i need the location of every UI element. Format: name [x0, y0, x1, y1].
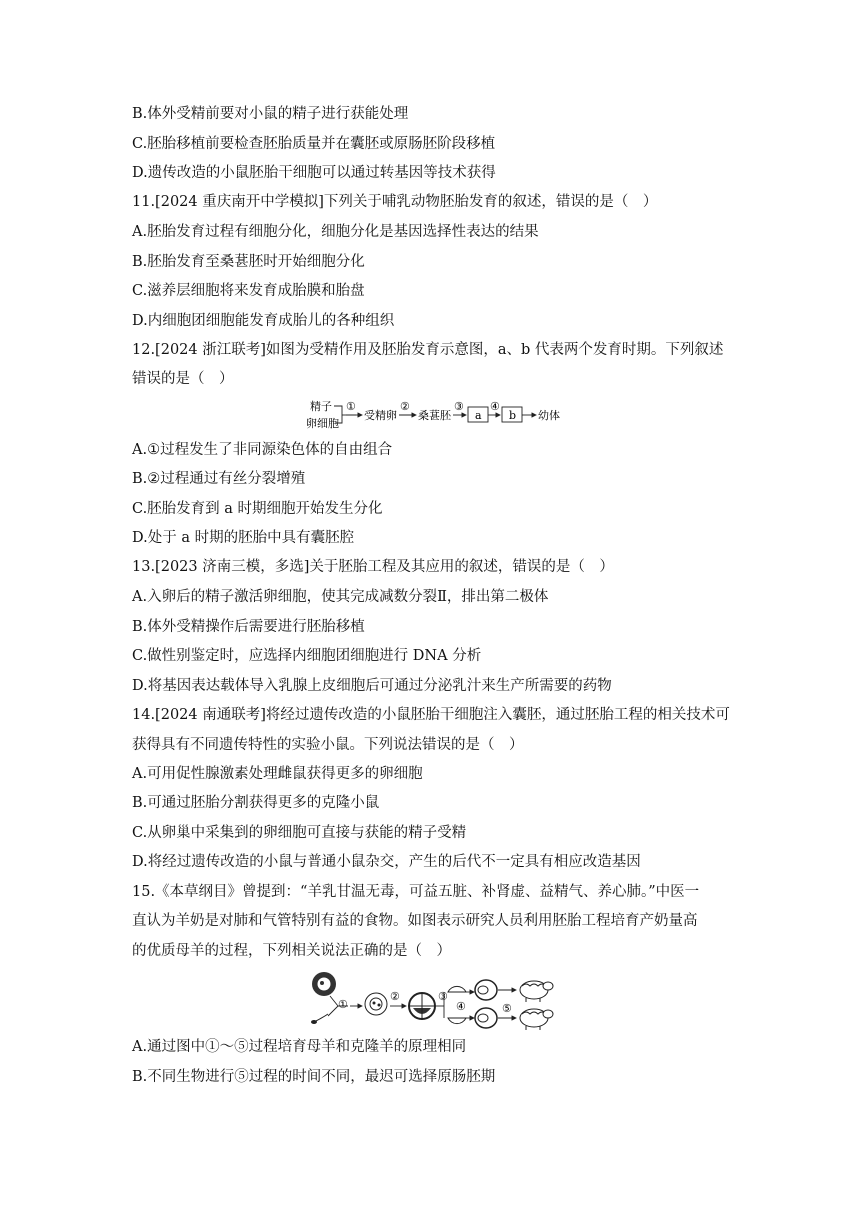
option-11a: A.胚胎发育过程有细胞分化，细胞分化是基因选择性表达的结果: [132, 224, 539, 240]
sperm-illustration: [311, 1014, 328, 1024]
egg-label: 卵细胞: [306, 417, 339, 430]
question-15-stem-cont1: 直认为羊奶是对肺和气管特别有益的食物。如图表示研究人员利用胚胎工程培育产奶量高: [132, 913, 698, 929]
oocyte-illustration: [312, 972, 336, 996]
question-12-stem: 12.[2024 浙江联考]如图为受精作用及胚胎发育示意图，a、b 代表两个发育时期。下列叙述: [132, 342, 724, 358]
option-14a: A.可用促性腺激素处理雌鼠获得更多的卵细胞: [132, 766, 423, 782]
option-12a: A.①过程发生了非同源染色体的自由组合: [132, 442, 393, 458]
option-15b: B.不同生物进行⑤过程的时间不同，最迟可选择原肠胚期: [132, 1069, 496, 1085]
sperm-label: 精子: [310, 400, 332, 413]
option-10d: D.遗传改造的小鼠胚胎干细胞可以通过转基因等技术获得: [132, 165, 496, 181]
option-13c: C.做性别鉴定时，应选择内细胞团细胞进行 DNA 分析: [132, 648, 482, 664]
sheep-breeding-diagram: [308, 970, 558, 1034]
stage-b-label: b: [509, 409, 517, 422]
option-14d: D.将经过遗传改造的小鼠与普通小鼠杂交，产生的后代不一定具有相应改造基因: [132, 854, 641, 870]
option-14c: C.从卵巢中采集到的卵细胞可直接与获能的精子受精: [132, 825, 467, 841]
option-11d: D.内细胞团细胞能发育成胎儿的各种组织: [132, 313, 395, 329]
question-14-stem: 14.[2024 南通联考]将经过遗传改造的小鼠胚胎干细胞注入囊胚，通过胚胎工程的相关技术可: [132, 707, 730, 723]
step1-marker: ①: [346, 400, 356, 413]
fig15-step4: ④: [456, 1000, 466, 1013]
blastocyst-illustration: [409, 993, 435, 1019]
option-13d: D.将基因表达载体导入乳腺上皮细胞后可通过分泌乳汁来生产所需要的药物: [132, 678, 612, 694]
sheep-lower-illustration: [520, 1009, 553, 1030]
embryo-lower-illustration: [475, 1008, 497, 1028]
morula-label: 桑葚胚: [418, 409, 451, 422]
option-11c: C.滋养层细胞将来发育成胎膜和胎盘: [132, 283, 365, 299]
zygote-label: 受精卵: [364, 409, 397, 422]
fig15-step2: ②: [390, 990, 400, 1003]
option-10c: C.胚胎移植前要检查胚胎质量并在囊胚或原肠胚阶段移植: [132, 136, 496, 152]
step2-marker: ②: [400, 400, 410, 413]
question-15-stem-cont2: 的优质母羊的过程，下列相关说法正确的是（ ）: [132, 943, 451, 959]
fig15-step1: ①: [338, 998, 348, 1011]
option-14b: B.可通过胚胎分割获得更多的克隆小鼠: [132, 795, 380, 811]
option-15a: A.通过图中①～⑤过程培育母羊和克隆羊的原理相同: [132, 1039, 467, 1055]
question-13-stem: 13.[2023 济南三模，多选]关于胚胎工程及其应用的叙述，错误的是（ ）: [132, 559, 614, 575]
fig15-step3: ③: [438, 990, 448, 1003]
step3-marker: ③: [454, 400, 464, 413]
fertilization-flow-diagram: [306, 396, 596, 432]
fig15-step5: ⑤: [502, 1002, 512, 1015]
question-11-stem: 11.[2024 重庆南开中学模拟]下列关于哺乳动物胚胎发育的叙述，错误的是（ ）: [132, 194, 658, 210]
option-12d: D.处于 a 时期的胚胎中具有囊胚腔: [132, 530, 355, 546]
option-12c: C.胚胎发育到 a 时期细胞开始发生分化: [132, 501, 383, 517]
option-13a: A.入卵后的精子激活卵细胞，使其完成减数分裂Ⅱ，排出第二极体: [132, 589, 549, 605]
option-12b: B.②过程通过有丝分裂增殖: [132, 471, 306, 487]
question-14-stem-cont: 获得具有不同遗传特性的实验小鼠。下列说法错误的是（ ）: [132, 737, 524, 753]
stage-a-label: a: [475, 409, 482, 422]
option-10b: B.体外受精前要对小鼠的精子进行获能处理: [132, 106, 409, 122]
question-15-stem: 15.《本草纲目》曾提到：“羊乳甘温无毒，可益五脏、补肾虚、益精气、养心肺。”中医一: [132, 884, 700, 900]
young-label: 幼体: [538, 409, 560, 422]
question-12-stem-cont: 错误的是（ ）: [132, 371, 234, 387]
step4-marker: ④: [490, 400, 500, 413]
sheep-upper-illustration: [520, 981, 553, 1002]
embryo-upper-illustration: [475, 980, 497, 1000]
option-13b: B.体外受精操作后需要进行胚胎移植: [132, 619, 365, 635]
option-11b: B.胚胎发育至桑葚胚时开始细胞分化: [132, 254, 365, 270]
zygote-illustration: [365, 993, 387, 1015]
